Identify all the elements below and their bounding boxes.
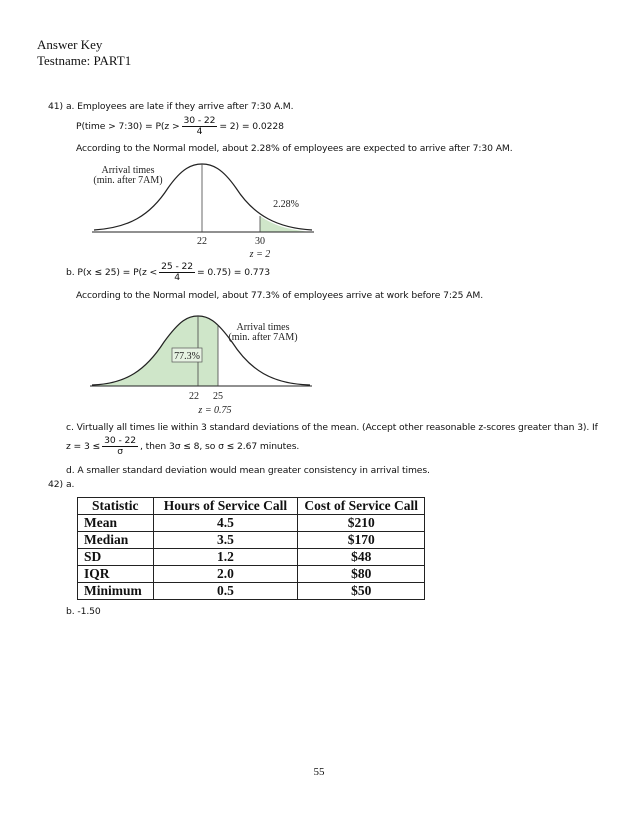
q41c-text: c. Virtually all times lie within 3 standard deviations of the mean. (Accept other reasonable z-scores greater than 3). If bbox=[66, 422, 598, 433]
q41b-conclusion: According to the Normal model, about 77.3% of employees arrive at work before 7:25 AM. bbox=[76, 290, 484, 301]
graph-b-mean-tick: 22 bbox=[189, 391, 199, 402]
graph-b-value-tick: 25 bbox=[213, 391, 223, 402]
table-header-row bbox=[78, 498, 425, 515]
graph-b-percent: 77.3% bbox=[174, 351, 200, 362]
table-row bbox=[78, 583, 425, 600]
graph-a-value-tick: 30 bbox=[255, 236, 265, 247]
test-name: Testname: PART1 bbox=[37, 53, 132, 68]
normal-curve-graph-b bbox=[88, 312, 314, 418]
table-row bbox=[78, 549, 425, 566]
graph-b-label-line1: Arrival times bbox=[236, 322, 290, 333]
table-cell-cost: $210 bbox=[298, 515, 425, 532]
table-cell-hours: 0.5 bbox=[153, 583, 298, 600]
normal-curve-graph-a bbox=[88, 158, 318, 262]
q41b-eq-post: = 0.75) = 0.773 bbox=[197, 266, 271, 278]
graph-a-label-line2: (min. after 7AM) bbox=[93, 175, 163, 186]
graph-a-z-label: z = 2 bbox=[249, 249, 271, 260]
table-cell-cost: $80 bbox=[298, 566, 425, 583]
q41c-equation bbox=[66, 436, 299, 456]
q41a-eq-pre: P(time > 7:30) = P(z > bbox=[76, 120, 180, 132]
table-cell-cost: $170 bbox=[298, 532, 425, 549]
table-cell-cost: $48 bbox=[298, 549, 425, 566]
statistics-table bbox=[77, 497, 425, 600]
q42b-answer: b. -1.50 bbox=[66, 606, 101, 617]
table-cell-hours: 2.0 bbox=[153, 566, 298, 583]
table-header-cost: Cost of Service Call bbox=[298, 498, 425, 515]
q41c-eq-post: , then 3σ ≤ 8, so σ ≤ 2.67 minutes. bbox=[139, 440, 300, 452]
q41b-equation bbox=[66, 262, 270, 282]
table-cell-statistic: IQR bbox=[78, 566, 154, 583]
q42a-label: a. bbox=[66, 479, 75, 490]
q41a-equation bbox=[76, 116, 284, 136]
graph-b-z-label: z = 0.75 bbox=[198, 405, 232, 416]
table-cell-statistic: Median bbox=[78, 532, 154, 549]
graph-a-label-line1: Arrival times bbox=[101, 165, 155, 176]
q41c-frac-num: 30 - 22 bbox=[104, 435, 136, 446]
table-cell-statistic: Minimum bbox=[78, 583, 154, 600]
q41c-frac-den: σ bbox=[117, 445, 123, 457]
q41a-intro: a. Employees are late if they arrive after 7:30 A.M. bbox=[66, 101, 294, 112]
table-cell-hours: 3.5 bbox=[153, 532, 298, 549]
q41b-frac-den: 4 bbox=[174, 271, 180, 283]
table-cell-cost: $50 bbox=[298, 583, 425, 600]
table-cell-statistic: SD bbox=[78, 549, 154, 566]
table-row bbox=[78, 532, 425, 549]
q41d-text: d. A smaller standard deviation would mean greater consistency in arrival times. bbox=[66, 465, 430, 476]
table-header-hours: Hours of Service Call bbox=[153, 498, 298, 515]
answer-key-title: Answer Key bbox=[37, 37, 103, 52]
q41c-fraction bbox=[102, 436, 138, 456]
q41a-fraction bbox=[182, 116, 218, 136]
table-row bbox=[78, 515, 425, 532]
q41c-eq-pre: z = 3 ≤ bbox=[66, 440, 101, 452]
table-cell-hours: 1.2 bbox=[153, 549, 298, 566]
q41b-eq-pre: b. P(x ≤ 25) = P(z < bbox=[66, 266, 158, 278]
q41b-fraction bbox=[159, 262, 195, 282]
q41a-eq-post: = 2) = 0.0228 bbox=[219, 120, 284, 132]
table-header-statistic: Statistic bbox=[78, 498, 154, 515]
table-cell-hours: 4.5 bbox=[153, 515, 298, 532]
q41b-frac-num: 25 - 22 bbox=[161, 261, 193, 272]
q41a-frac-num: 30 - 22 bbox=[183, 115, 216, 126]
table-cell-statistic: Mean bbox=[78, 515, 154, 532]
question-number-41: 41) bbox=[48, 101, 63, 112]
graph-a-mean-tick: 22 bbox=[197, 236, 207, 247]
table-row bbox=[78, 566, 425, 583]
graph-b-label-line2: (min. after 7AM) bbox=[228, 332, 298, 343]
graph-a-percent: 2.28% bbox=[273, 199, 299, 210]
page-number: 55 bbox=[313, 766, 325, 778]
question-number-42: 42) bbox=[48, 479, 63, 490]
q41a-frac-den: 4 bbox=[196, 125, 203, 137]
q41a-conclusion: According to the Normal model, about 2.28% of employees are expected to arrive after 7:30 AM. bbox=[76, 143, 513, 154]
